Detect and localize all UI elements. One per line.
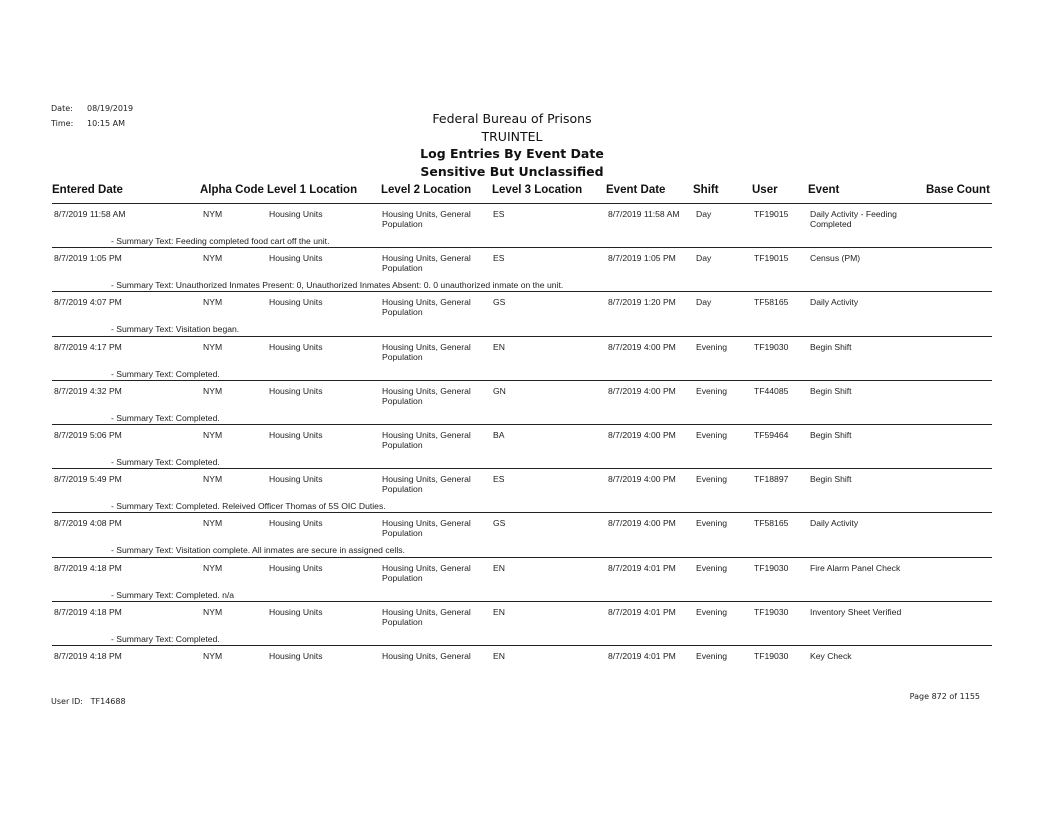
- cell-shift: Day: [696, 209, 712, 219]
- report-title: [0, 110, 1056, 180]
- summary-text: - Summary Text: Visitation began.: [111, 324, 240, 334]
- date-value: 08/19/2019: [87, 104, 134, 113]
- cell-event: Key Check: [810, 651, 852, 661]
- col-base-count: Base Count: [926, 184, 990, 196]
- cell-event: Begin Shift: [810, 386, 852, 396]
- cell-level2: Housing Units, General Population: [382, 474, 471, 494]
- cell-alpha-code: NYM: [203, 430, 223, 440]
- cell-level3: GN: [493, 386, 506, 396]
- title-classification: Sensitive But Unclassified: [420, 163, 604, 179]
- cell-user: TF58165: [754, 518, 789, 528]
- row-divider: [52, 468, 992, 469]
- col-shift: Shift: [693, 184, 719, 196]
- cell-event-date: 8/7/2019 4:00 PM: [608, 474, 676, 484]
- cell-level1: Housing Units: [269, 518, 323, 528]
- cell-user: TF58165: [754, 297, 789, 307]
- user-id-value: TF14688: [90, 697, 126, 706]
- cell-shift: Day: [696, 297, 712, 307]
- row-divider: [52, 512, 992, 513]
- cell-event: Daily Activity: [810, 518, 859, 528]
- summary-text: - Summary Text: Unauthorized Inmates Present: 0, Unauthorized Inmates Absent: 0. 0 unauthorized inmate on the unit.: [111, 280, 564, 290]
- summary-text: - Summary Text: Completed. n/a: [111, 590, 235, 600]
- cell-shift: Day: [696, 253, 712, 263]
- cell-shift: Evening: [696, 386, 728, 396]
- footer-user-id: [51, 697, 126, 706]
- cell-alpha-code: NYM: [203, 474, 223, 484]
- cell-entered-date: 8/7/2019 4:18 PM: [54, 563, 122, 573]
- cell-user: TF19015: [754, 209, 789, 219]
- cell-level1: Housing Units: [269, 430, 323, 440]
- cell-level3: ES: [493, 253, 505, 263]
- cell-entered-date: 8/7/2019 1:05 PM: [54, 253, 122, 263]
- cell-event-date: 8/7/2019 4:01 PM: [608, 563, 676, 573]
- cell-level2: Housing Units, General Population: [382, 607, 471, 627]
- page-number: Page 872 of 1155: [909, 692, 980, 701]
- summary-text: - Summary Text: Completed.: [111, 413, 220, 423]
- cell-user: TF59464: [754, 430, 789, 440]
- row-divider: [52, 601, 992, 602]
- cell-level1: Housing Units: [269, 607, 323, 617]
- cell-alpha-code: NYM: [203, 297, 223, 307]
- cell-user: TF19030: [754, 342, 789, 352]
- row-divider: [52, 291, 992, 292]
- cell-alpha-code: NYM: [203, 253, 223, 263]
- cell-event-date: 8/7/2019 4:01 PM: [608, 651, 676, 661]
- cell-event-date: 8/7/2019 4:00 PM: [608, 342, 676, 352]
- cell-level1: Housing Units: [269, 386, 323, 396]
- header-divider: [52, 203, 992, 204]
- col-event-date: Event Date: [606, 184, 666, 196]
- cell-entered-date: 8/7/2019 11:58 AM: [54, 209, 126, 219]
- col-level2: Level 2 Location: [381, 184, 472, 196]
- cell-event-date: 8/7/2019 4:00 PM: [608, 386, 676, 396]
- cell-event: Fire Alarm Panel Check: [810, 563, 901, 573]
- col-user: User: [752, 184, 778, 196]
- cell-event: Inventory Sheet Verified: [810, 607, 902, 617]
- cell-user: TF19015: [754, 253, 789, 263]
- cell-level2: Housing Units, General Population: [382, 563, 471, 583]
- col-event: Event: [808, 184, 840, 196]
- cell-level3: GS: [493, 518, 506, 528]
- cell-level3: GS: [493, 297, 506, 307]
- cell-alpha-code: NYM: [203, 209, 223, 219]
- cell-entered-date: 8/7/2019 4:08 PM: [54, 518, 122, 528]
- cell-event: Daily Activity - Feeding Completed: [810, 209, 897, 229]
- cell-event: Begin Shift: [810, 474, 852, 484]
- cell-level1: Housing Units: [269, 474, 323, 484]
- cell-level2: Housing Units, General Population: [382, 430, 471, 450]
- row-divider: [52, 645, 992, 646]
- cell-shift: Evening: [696, 607, 728, 617]
- cell-user: TF19030: [754, 607, 789, 617]
- col-level1: Level 1 Location: [267, 184, 358, 196]
- cell-alpha-code: NYM: [203, 563, 223, 573]
- col-entered-date: Entered Date: [52, 184, 123, 196]
- cell-level2: Housing Units, General Population: [382, 209, 471, 229]
- user-id-label: User ID:: [51, 697, 83, 706]
- cell-alpha-code: NYM: [203, 518, 223, 528]
- time-label: Time:: [51, 119, 74, 128]
- cell-alpha-code: NYM: [203, 342, 223, 352]
- cell-level1: Housing Units: [269, 297, 323, 307]
- cell-level1: Housing Units: [269, 253, 323, 263]
- cell-user: TF44085: [754, 386, 789, 396]
- cell-entered-date: 8/7/2019 4:18 PM: [54, 651, 122, 661]
- cell-event-date: 8/7/2019 4:00 PM: [608, 518, 676, 528]
- cell-level1: Housing Units: [269, 651, 323, 661]
- cell-shift: Evening: [696, 342, 728, 352]
- cell-event-date: 8/7/2019 1:20 PM: [608, 297, 676, 307]
- cell-level1: Housing Units: [269, 209, 323, 219]
- summary-text: - Summary Text: Visitation complete. All inmates are secure in assigned cells.: [111, 545, 405, 555]
- table-header: [52, 184, 992, 203]
- cell-level2: Housing Units, General Population: [382, 518, 471, 538]
- cell-level2: Housing Units, General Population: [382, 342, 471, 362]
- cell-user: TF19030: [754, 651, 789, 661]
- summary-text: - Summary Text: Completed.: [111, 634, 220, 644]
- cell-level1: Housing Units: [269, 563, 323, 573]
- cell-shift: Evening: [696, 563, 728, 573]
- col-level3: Level 3 Location: [492, 184, 583, 196]
- cell-level3: EN: [493, 651, 505, 661]
- cell-shift: Evening: [696, 430, 728, 440]
- cell-level2: Housing Units, General Population: [382, 297, 471, 317]
- cell-event: Daily Activity: [810, 297, 859, 307]
- title-agency: Federal Bureau of Prisons: [432, 111, 592, 126]
- cell-event-date: 8/7/2019 1:05 PM: [608, 253, 676, 263]
- cell-level3: EN: [493, 563, 505, 573]
- cell-event: Begin Shift: [810, 342, 852, 352]
- cell-entered-date: 8/7/2019 5:49 PM: [54, 474, 122, 484]
- date-label: Date:: [51, 104, 73, 113]
- row-divider: [52, 380, 992, 381]
- summary-text: - Summary Text: Completed. Releived Officer Thomas of 5S OIC Duties.: [111, 501, 386, 511]
- summary-text: - Summary Text: Completed.: [111, 457, 220, 467]
- cell-shift: Evening: [696, 474, 728, 484]
- cell-event: Begin Shift: [810, 430, 852, 440]
- cell-event: Census (PM): [810, 253, 861, 263]
- cell-entered-date: 8/7/2019 4:32 PM: [54, 386, 122, 396]
- cell-entered-date: 8/7/2019 4:17 PM: [54, 342, 122, 352]
- cell-level1: Housing Units: [269, 342, 323, 352]
- cell-shift: Evening: [696, 651, 728, 661]
- time-value: 10:15 AM: [87, 119, 125, 128]
- cell-entered-date: 8/7/2019 5:06 PM: [54, 430, 122, 440]
- cell-alpha-code: NYM: [203, 607, 223, 617]
- title-report-name: Log Entries By Event Date: [420, 146, 604, 161]
- cell-shift: Evening: [696, 518, 728, 528]
- cell-event-date: 8/7/2019 4:00 PM: [608, 430, 676, 440]
- cell-level3: EN: [493, 607, 505, 617]
- cell-user: TF19030: [754, 563, 789, 573]
- summary-text: - Summary Text: Completed.: [111, 369, 220, 379]
- col-alpha-code: Alpha Code: [200, 184, 264, 196]
- cell-user: TF18897: [754, 474, 789, 484]
- title-system: TRUINTEL: [481, 128, 543, 144]
- cell-alpha-code: NYM: [203, 651, 223, 661]
- cell-level2: Housing Units, General Population: [382, 386, 471, 406]
- cell-level2: Housing Units, General: [382, 651, 471, 661]
- cell-level3: EN: [493, 342, 505, 352]
- cell-entered-date: 8/7/2019 4:18 PM: [54, 607, 122, 617]
- row-divider: [52, 557, 992, 558]
- cell-level3: ES: [493, 209, 505, 219]
- cell-event-date: 8/7/2019 11:58 AM: [608, 209, 680, 219]
- row-divider: [52, 424, 992, 425]
- cell-alpha-code: NYM: [203, 386, 223, 396]
- row-divider: [52, 336, 992, 337]
- cell-entered-date: 8/7/2019 4:07 PM: [54, 297, 122, 307]
- cell-level2: Housing Units, General Population: [382, 253, 471, 273]
- cell-event-date: 8/7/2019 4:01 PM: [608, 607, 676, 617]
- cell-level3: BA: [493, 430, 505, 440]
- row-divider: [52, 247, 992, 248]
- cell-level3: ES: [493, 474, 505, 484]
- summary-text: - Summary Text: Feeding completed food cart off the unit.: [111, 236, 330, 246]
